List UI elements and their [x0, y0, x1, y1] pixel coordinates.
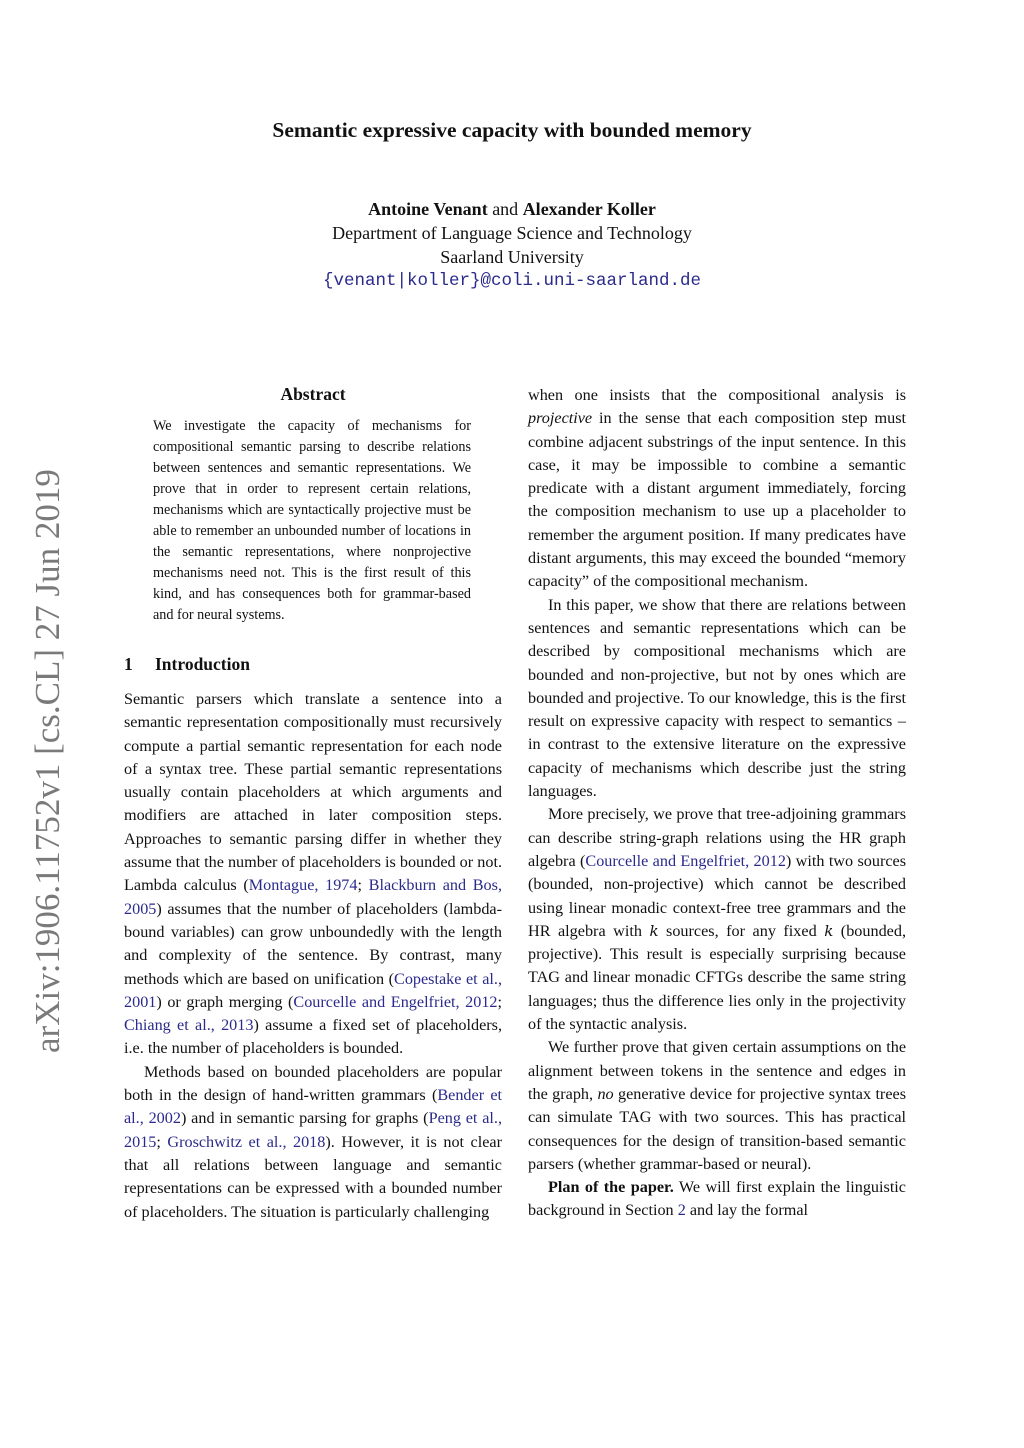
text: ; [156, 1132, 168, 1151]
citation-link[interactable]: Blackburn and Bos, 2005 [124, 876, 503, 918]
paragraph-heading: Plan of the paper. [548, 1178, 674, 1197]
paragraph [124, 1061, 502, 1224]
section-number: 1 [124, 654, 133, 674]
author-email[interactable]: {venant|koller}@coli.uni-saarland.de [322, 271, 702, 291]
emphasis: no [597, 1084, 614, 1103]
text: ) with two sources (bounded, non-projective) which cannot be described using linear monadic context-free tree grammars and the HR algebra with [528, 851, 907, 940]
arxiv-stamp: arXiv:1906.11752v1 [cs.CL] 27 Jun 2019 [28, 469, 67, 1053]
section-title: Introduction [155, 654, 250, 674]
abstract-text: We investigate the capacity of mechanisms for compositional semantic parsing to describe relations between sentences and semantic representations. We prove that in order to represent certain relations, mechanisms which are syntactically projective must be able to remember an unbounded number of locations in the semantic representations, where nonprojective mechanisms need not. This is the first result of this kind, and has consequences both for grammar-based and for neural systems. [153, 418, 471, 623]
text: sources, for any fixed [658, 921, 825, 940]
citation-link[interactable]: Chiang et al., 2013 [124, 1016, 254, 1035]
author-conjunction: and [492, 199, 519, 219]
citation-link[interactable]: Copestake et al., 2001 [124, 969, 502, 1011]
text: We further prove that given certain assumptions on the alignment between tokens in the sentence and edges in the graph, [528, 1038, 906, 1103]
citation-link[interactable]: Bender et al., 2002 [124, 1086, 503, 1128]
section-heading [124, 654, 250, 675]
text: in the sense that each composition step must combine adjacent substrings of the input sentence. In this case, it may be impossible to combine a semantic predicate with a distant argument immediately, forcing the composition mechanism to use up a placeholder to remember the argument position. If many predicates have distant arguments, this may exceed the bounded “memory capacity” of the compositional mechanism. [528, 409, 906, 591]
right-column [528, 384, 906, 1223]
citation-link[interactable]: Montague, 1974 [248, 876, 358, 895]
author-block [0, 197, 1024, 293]
author-name: Antoine Venant [368, 199, 488, 219]
text: (bounded, projective). This result is especially surprising because TAG and linear monadic CFTGs describe the same string languages; thus the difference lies only in the projectivity of the syntactic analysis. [528, 921, 906, 1034]
paragraph [528, 384, 906, 594]
text: More precisely, we prove that tree-adjoining grammars can describe string-graph relations using the HR graph algebra ( [528, 805, 906, 870]
text: ) assume a fixed set of placeholders, i.e. the number of placeholders is bounded. [124, 1016, 502, 1058]
left-column [124, 688, 502, 1224]
paragraph: In this paper, we show that there are relations between sentences and semantic representations which can be described by compositional mechanisms which are bounded and non-projective, but not by ones which are bounded and projective. To our knowledge, this is the first result on expressive capacity with respect to semantics – in contrast to the extensive literature on the expressive capacity of mechanisms which describe just the string languages. [528, 595, 906, 801]
citation-link[interactable]: Groschwitz et al., 2018 [167, 1132, 326, 1151]
paper-title: Semantic expressive capacity with bounded memory [272, 118, 752, 142]
text: ). However, it is not clear that all relations between language and semantic representations can be expressed with a bounded number of placeholders. The situation is particularly challenging [124, 1132, 502, 1221]
citation-link[interactable]: Peng et al., 2015 [124, 1109, 503, 1151]
text: ) or graph merging ( [156, 992, 294, 1011]
text: generative device for projective syntax trees can simulate TAG with two sources. This has practical consequences for the design of transition-based semantic parsers (whether grammar-based or neural). [528, 1084, 906, 1173]
text: ) and in semantic parsing for graphs ( [180, 1109, 429, 1128]
text: and lay the formal [685, 1201, 809, 1220]
abstract-heading: Abstract [280, 384, 346, 404]
text: Semantic parsers which translate a sentence into a semantic representation compositionally must recursively compute a partial semantic representation for each node of a syntax tree. These partial semantic representations usually contain placeholders at which arguments and modifiers are attached in later composition steps. Approaches to semantic parsing differ in whether they assume that the number of placeholders is bounded or not. Lambda calculus ( [124, 690, 502, 895]
text: We will first explain the linguistic background in Section [528, 1178, 906, 1220]
citation-link[interactable]: Courcelle and Engelfriet, 2012 [585, 851, 786, 870]
text: Methods based on bounded placeholders are popular both in the design of hand-written grammars ( [124, 1062, 502, 1105]
author-university: Saarland University [440, 247, 584, 267]
citation-link[interactable]: Courcelle and Engelfriet, 2012 [293, 992, 498, 1011]
text: when one insists that the compositional analysis is [528, 386, 906, 404]
text: ; [357, 876, 369, 895]
author-name: Alexander Koller [522, 199, 656, 219]
math-variable: k [824, 921, 834, 940]
paragraph [528, 803, 906, 1036]
paragraph [528, 1036, 906, 1176]
paragraph [124, 688, 502, 1061]
emphasis: projective [528, 409, 593, 428]
text: ) assumes that the number of placeholders (lambda-bound variables) can grow unboundedly with the length and complexity of the sentence. By contrast, many methods which are based on unification ( [124, 899, 502, 988]
paragraph [528, 1176, 906, 1223]
text: ; [497, 992, 503, 1011]
author-department: Department of Language Science and Technology [332, 223, 692, 243]
math-variable: k [649, 921, 659, 940]
section-ref-link[interactable]: 2 [677, 1201, 686, 1220]
